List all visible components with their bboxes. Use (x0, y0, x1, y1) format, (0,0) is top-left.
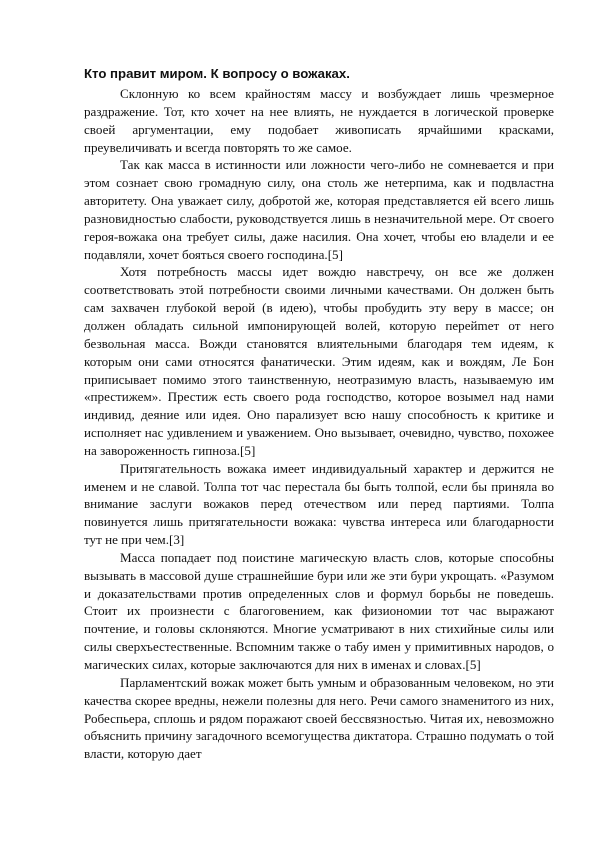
paragraph: Парламентский вожак может быть умным и образованным человеком, но эти качества скорее вредны, нежели полезны для него. Речи самого знаменитого из них, Робеспьера, сплошь и рядом поражают своей бессвязностью. Читая их, невозможно объяснить причину загадочного всемогущества диктатора. Страшно подумать о той власти, которую дает (84, 674, 554, 762)
paragraph: Склонную ко всем крайностям массу и возбуждает лишь чрезмерное раздражение. Тот, кто хочет на нее влиять, не нуждается в логической проверке своей аргументации, ему подобает живописать ярчайшими красками, преувеличивать и всегда повторять то же самое. (84, 86, 554, 155)
paragraph: Так как масса в истинности или ложности чего-либо не сомневается и при этом сознает свою громадную силу, она столь же нетерпима, как и подвластна авторитету. Она уважает силу, добротой же, которая представляется ей всего лишь разновидностью слабости, руководствуется лишь в незначительной мере. От своего героя-вожака она требует силы, даже насилия. Она хочет, чтобы ею владели и ее подавляли, хочет бояться своего господина.[5] (84, 157, 554, 262)
paragraph: Хотя потребность массы идет вождю навстречу, он все же должен соответствовать этой потребности своими личными качествами. Он должен быть сам захвачен глубокой верой (в идею), чтобы пробудить эту веру в массе; он должен обладать сильной импонирующей волей, которую перейmет от него безвольная масса. Вожди становятся влиятельными благодаря тем идеям, к которым они сами относятся фанатически. Этим идеям, как и вождям, Ле Бон приписывает помимо этого таинственную, неотразимую власть, называемую им «престижем». Престиж есть своего рода господство, которое возымел над нами индивид, деяние или идея. Оно парализует всю нашу способность к критике и исполняет нас удивлением и уважением. Оно вызывает, очевидно, чувство, похожее на завороженность гипноза.[5] (84, 264, 554, 458)
paragraph: Притягательность вожака имеет индивидуальный характер и держится не именем и не славой. Толпа тот час перестала бы быть толпой, если бы приняла во внимание заслуги вожаков перед отечеством или перед партиями. Толпа повинуется лишь притягательности вожака: чувства интереса или благодарности тут не при чем.[3] (84, 460, 554, 548)
document-page (84, 66, 554, 763)
paragraph: Масса попадает под поистине магическую власть слов, которые способны вызывать в массовой душе страшнейшие бури или же эти бури укрощать. «Разумом и доказательствами против определенных слов и формул борьбы не поведешь. Стоит их произнести с благоговением, как физиономии тот час выражают почтение, и головы склоняются. Многие усматривают в них стихийные силы или силы сверхъестественные. Вспомним также о табу имен у примитивных народов, о магических силах, которые заключаются для них в именах и словах.[5] (84, 549, 554, 672)
document-title: Кто правит миром. К вопросу о вожаках. (84, 66, 350, 81)
